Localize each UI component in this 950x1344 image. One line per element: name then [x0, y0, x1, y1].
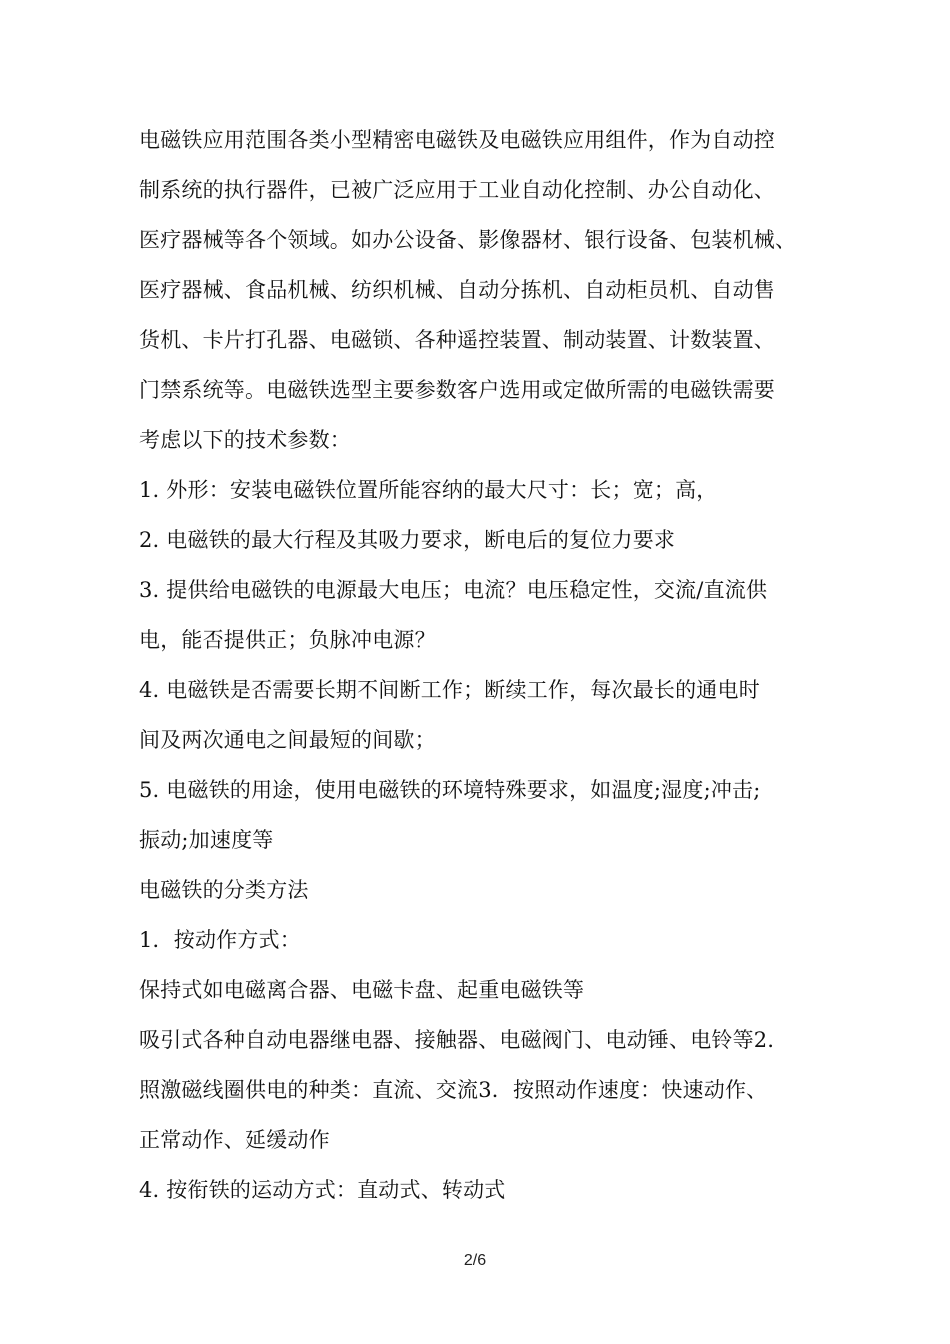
text-line: 电磁铁应用范围各类小型精密电磁铁及电磁铁应用组件，作为自动控 — [139, 128, 775, 152]
list-item-4: 4. 电磁铁是否需要长期不间断工作；断续工作，每次最长的通电时 — [139, 678, 760, 702]
list-item-2: 2. 电磁铁的最大行程及其吸力要求，断电后的复位力要求 — [139, 528, 676, 552]
text-line: 吸引式各种自动电器继电器、接触器、电磁阀门、电动锤、电铃等2． — [139, 1028, 789, 1052]
text-line: 保持式如电磁离合器、电磁卡盘、起重电磁铁等 — [139, 978, 585, 1002]
classification-item-1: 1．按动作方式： — [139, 928, 301, 952]
text-line: 照激磁线圈供电的种类：直流、交流3．按照动作速度：快速动作、 — [139, 1078, 768, 1102]
list-item-4-continued: 间及两次通电之间最短的间歇； — [139, 728, 436, 752]
text-line: 制系统的执行器件，已被广泛应用于工业自动化控制、办公自动化、 — [139, 178, 775, 202]
list-item-3-continued: 电，能否提供正；负脉冲电源？ — [139, 628, 436, 652]
list-item-1: 1. 外形：安装电磁铁位置所能容纳的最大尺寸：长；宽；高， — [139, 478, 718, 502]
classification-item-4: 4. 按衔铁的运动方式：直动式、转动式 — [139, 1178, 506, 1202]
page-number: 2/6 — [463, 1252, 487, 1269]
text-line: 考虑以下的技术参数： — [139, 428, 351, 452]
text-line: 医疗器械等各个领域。如办公设备、影像器材、银行设备、包装机械、 — [139, 228, 797, 252]
text-line: 门禁系统等。电磁铁选型主要参数客户选用或定做所需的电磁铁需要 — [139, 378, 775, 402]
text-line: 医疗器械、食品机械、纺织机械、自动分拣机、自动柜员机、自动售 — [139, 278, 775, 302]
document-body — [139, 115, 839, 1215]
text-line: 货机、卡片打孔器、电磁锁、各种遥控装置、制动装置、计数装置、 — [139, 328, 775, 352]
list-item-3: 3. 提供给电磁铁的电源最大电压；电流？电压稳定性，交流/直流供 — [139, 578, 768, 602]
text-line: 正常动作、延缓动作 — [139, 1128, 330, 1152]
list-item-5: 5. 电磁铁的用途，使用电磁铁的环境特殊要求，如温度;湿度;冲击; — [139, 778, 761, 802]
section-heading: 电磁铁的分类方法 — [139, 878, 309, 902]
list-item-5-continued: 振动;加速度等 — [139, 828, 274, 852]
